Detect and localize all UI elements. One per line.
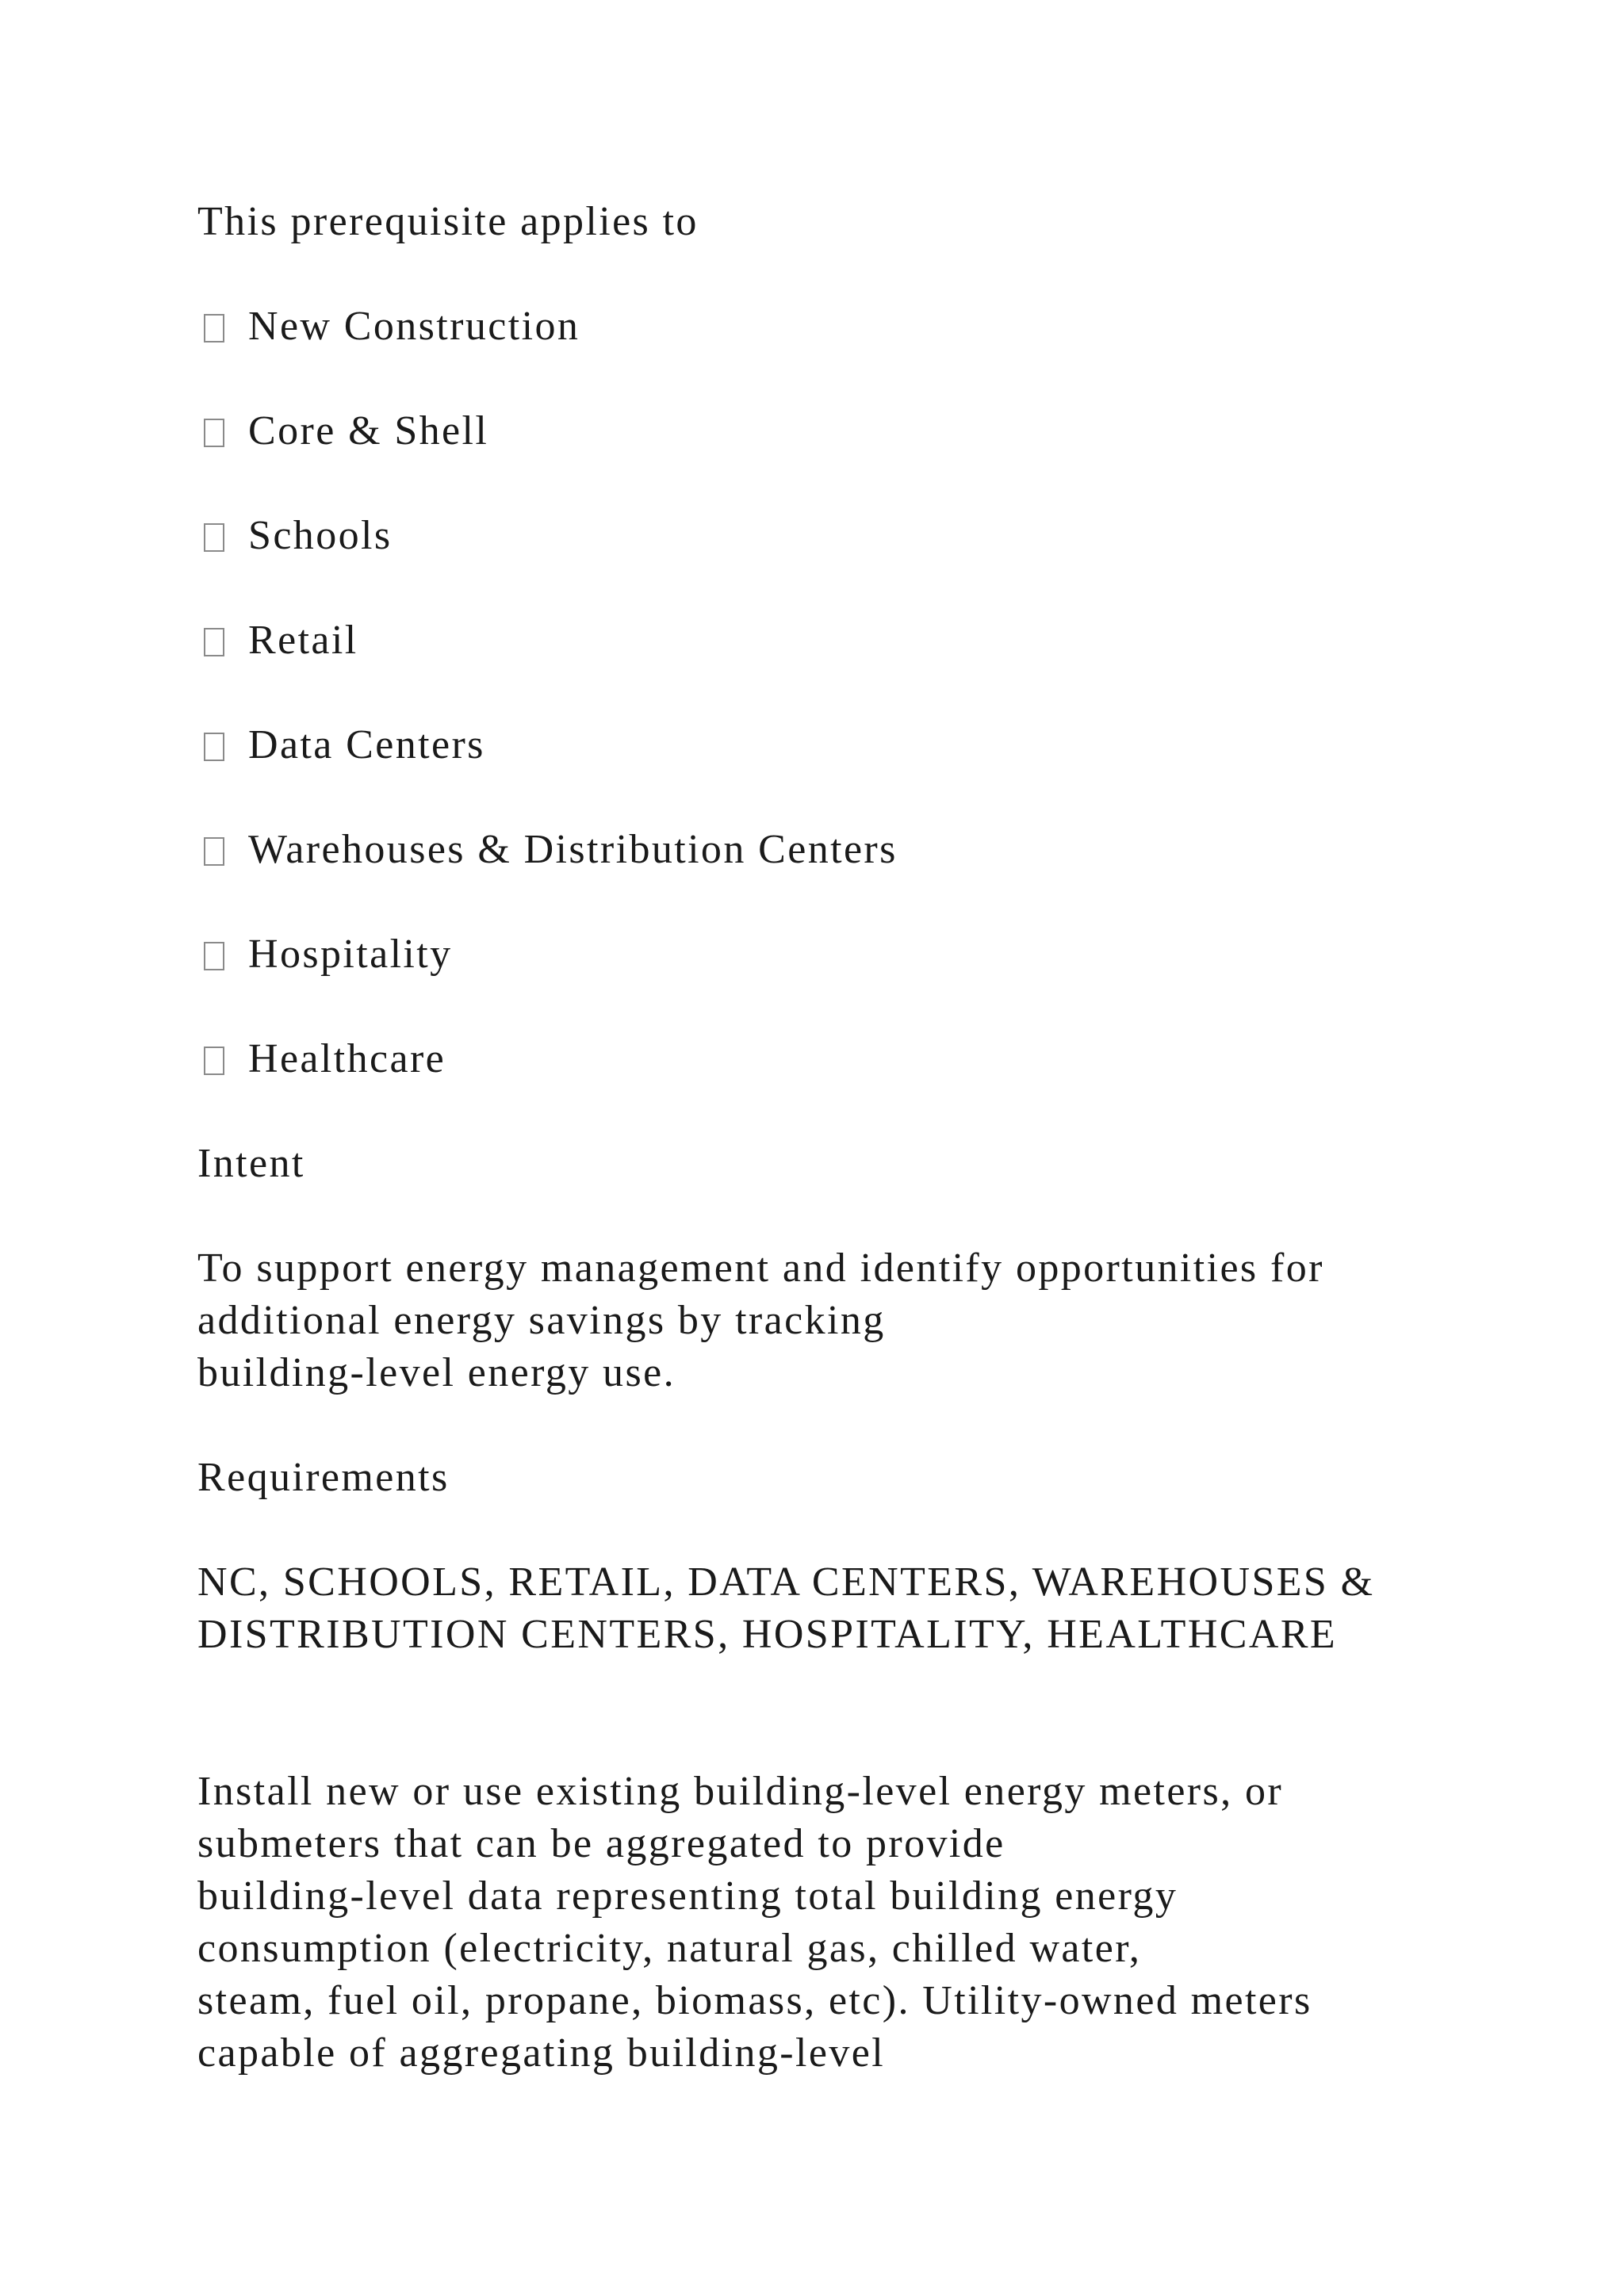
applies-to-item — [197, 405, 488, 457]
applies-to-item — [197, 928, 453, 981]
applies-to-label: Data Centers — [248, 722, 485, 767]
paragraph-line: capable of aggregating building-level — [197, 2030, 886, 2076]
applies-to-item — [197, 300, 580, 353]
intro-text: This prerequisite applies to — [197, 199, 699, 244]
checkbox-bullet-icon — [204, 942, 224, 970]
applies-to-item — [197, 719, 485, 771]
applies-to-label: Core & Shell — [248, 408, 489, 453]
intent-paragraph — [197, 1242, 1324, 1399]
checkbox-bullet-icon — [204, 523, 224, 552]
checkbox-bullet-icon — [204, 733, 224, 761]
applies-to-item — [197, 824, 898, 876]
paragraph-line: building-level data representing total building energy — [197, 1873, 1178, 1919]
checkbox-bullet-icon — [204, 628, 224, 656]
paragraph-line: consumption (electricity, natural gas, chilled water, — [197, 1926, 1142, 1971]
requirements-scope — [197, 1556, 1375, 1661]
applies-to-label: Hospitality — [248, 932, 453, 977]
applies-to-label: Warehouses & Distribution Centers — [248, 827, 898, 872]
applies-to-item — [197, 1033, 446, 1085]
intent-heading: Intent — [197, 1141, 305, 1186]
applies-to-label: New Construction — [248, 304, 580, 349]
paragraph-line: To support energy management and identify opportunities for — [197, 1246, 1324, 1291]
paragraph-line: Install new or use existing building-level energy meters, or — [197, 1769, 1284, 1814]
paragraph-line: additional energy savings by tracking — [197, 1298, 886, 1343]
paragraph-line: submeters that can be aggregated to provide — [197, 1821, 1005, 1866]
paragraph-line: building-level energy use. — [197, 1350, 676, 1395]
paragraph-line: steam, fuel oil, propane, biomass, etc). Utility-owned meters — [197, 1978, 1312, 2023]
checkbox-bullet-icon — [204, 837, 224, 866]
requirements-heading: Requirements — [197, 1455, 450, 1500]
applies-to-item — [197, 510, 392, 562]
applies-to-item — [197, 614, 358, 667]
requirements-body — [197, 1766, 1312, 2080]
checkbox-bullet-icon — [204, 1047, 224, 1075]
applies-to-label: Healthcare — [248, 1036, 446, 1081]
applies-to-label: Schools — [248, 513, 393, 558]
paragraph-line: DISTRIBUTION CENTERS, HOSPITALITY, HEALTHCARE — [197, 1612, 1338, 1657]
paragraph-line: NC, SCHOOLS, RETAIL, DATA CENTERS, WAREHOUSES & — [197, 1559, 1375, 1605]
checkbox-bullet-icon — [204, 419, 224, 447]
checkbox-bullet-icon — [204, 314, 224, 342]
applies-to-label: Retail — [248, 618, 358, 663]
